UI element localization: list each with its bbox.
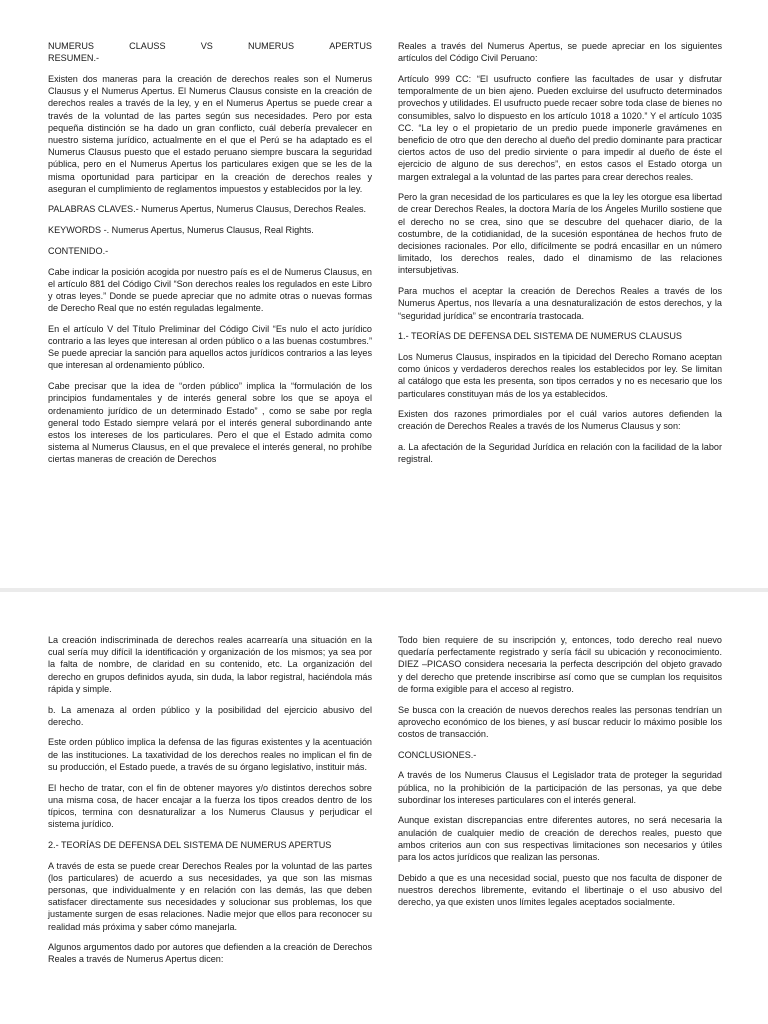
title-word: APERTUS: [329, 41, 372, 51]
title-word: VS: [200, 41, 213, 51]
abstract-paragraph: Existen dos maneras para la creación de derechos reales son el Numerus Clausus y el Numerus Apertus. El Numerus Clausus consiste en la creación de derechos reales a través de la ley, y en el Numerus Apertus se puede crear a través de la voluntad de las partes según sus necesidades. Pero por esta pequeña distinción se ha dado un gran conflicto, cuál debería prevalecer en nuestro sistema jurídico, actualmente en el que el Perú se ha adaptado es el Numerus Clausus puesto que el estado peruano siempre buscara la seguridad pública, pero en el Numerus Apertus los particulares exigen que se les de la misma oportunidad para participar en la creación de derechos reales y aseguran el cumplimiento de reglamentos impuestos y establecidos por la ley.: [48, 73, 372, 194]
page-1-left-column: [48, 40, 372, 474]
body-paragraph: Cabe indicar la posición acogida por nuestro país es el de Numerus Clausus, en el artículo 881 del Código Civil “Son derechos reales los regulados en este Libro y otras leyes.” Donde se puede apreciar que no admite otras o nuevas formas de Derecho Real que no estén reguladas legalmente.: [48, 266, 372, 314]
title-word: NUMERUS: [48, 41, 94, 51]
body-paragraph: Algunos argumentos dado por autores que defienden a la creación de Derechos Reales a través de Numerus Apertus dicen:: [48, 942, 372, 965]
body-paragraph: Existen dos razones primordiales por el cuál varios autores defienden la creación de Derechos Reales a través de los Numerus Clausus y son:: [398, 409, 722, 432]
document-page-2: [0, 592, 768, 1024]
body-paragraph: Reales a través del Numerus Apertus, se puede apreciar en los siguientes artículos del Código Civil Peruano:: [398, 41, 722, 64]
keywords-es: PALABRAS CLAVES.- Numerus Apertus, Numerus Clausus, Derechos Reales.: [48, 204, 367, 215]
body-paragraph: Todo bien requiere de su inscripción y, entonces, todo derecho real nuevo quedaría perfectamente registrado y sería fácil su ubicación y reconocimiento. DIEZ –PICASO considera necesaria la perfecta descripción del objeto gravado y del derecho que pretende inscribirse así como que se cumplan los requisitos de forma exigible para el acceso al registro.: [398, 635, 722, 694]
title-word: CLAUSS: [129, 41, 166, 51]
body-paragraph: Para muchos el aceptar la creación de Derechos Reales a través de los Numerus Apertus, nos llevaría a una desnaturalización de estos derechos, y la “seguridad jurídica” se encontraría trastocada.: [398, 286, 722, 321]
content-heading: CONTENIDO.-: [48, 245, 109, 256]
page-2-left-column: [48, 634, 372, 974]
conclusions-heading: CONCLUSIONES.-: [398, 749, 477, 760]
body-paragraph: La creación indiscriminada de derechos reales acarrearía una situación en la cual sería muy difícil la identificación y organización de los mismos; ya sea por la falta de nombre, de claridad en su contenido, etc. La organización del derecho en grupos definidos ayuda, sin duda, la labor registral, haciéndola más rápida y simple.: [48, 635, 372, 694]
body-paragraph: En el artículo V del Título Preliminar del Código Civil “Es nulo el acto jurídico contrario a las leyes que interesan al orden público o a las buenas costumbres.” Se puede apreciar la sanción para aquellos actos jurídicos contrarios a las leyes que interesan al ordenamiento público.: [48, 323, 372, 371]
document-title: [48, 40, 372, 52]
page-2-right-column: [398, 634, 722, 917]
keywords-en: KEYWORDS -. Numerus Apertus, Numerus Clausus, Real Rights.: [48, 225, 314, 236]
title-word: NUMERUS: [248, 41, 295, 51]
body-paragraph: Los Numerus Clausus, inspirados en la tipicidad del Derecho Romano aceptan como únicos y verdaderos derechos reales los establecidos por ley. Se limitan al catálogo que esta les presenta, son tipos cerrados y no es necesario que los particulares constituyan más de los ya establecidos.: [398, 351, 722, 399]
body-paragraph: Aunque existan discrepancias entre diferentes autores, no será necesaria la anulación de cualquier medio de creación de derechos reales, puesto que ambos criterios aun con sus respectivas limitaciones son necesarios y útiles para los actos jurídicos que realizan las personas.: [398, 815, 722, 863]
body-paragraph: Artículo 999 CC: “El usufructo confiere las facultades de usar y disfrutar temporalmente de un bien ajeno. Pueden excluirse del usufructo determinados provechos y utilidades. El usufructo puede recaer sobre toda clase de bienes no consumibles, salvo lo dispuesto en los artículo 1018 a 1020.” Y el artículo 1035 CC. “La ley o el propietario de un predio puede imponerle gravámenes en beneficio de otro que den derecho al dueño del predio dominante para practicar ciertos actos de uso del predio sirviente o para impedir al dueño de éste el ejercicio de alguno de sus derechos”, en estos casos el Estado otorga un margen extralegal a la voluntad de las partes para crear derechos reales.: [398, 73, 722, 182]
body-paragraph: Este orden público implica la defensa de las figuras existentes y la acentuación de las instituciones. La taxatividad de los derechos reales no implican el fin de su producción, el Estado puede, a través de su órgano legislativo, instituir más.: [48, 737, 372, 772]
body-paragraph: El hecho de tratar, con el fin de obtener mayores y/o distintos derechos sobre una misma cosa, de hacer encajar a la fuerza los tipos creados dentro de los típicos, termina con desnaturalizar a los Numerus Clausus y perjudicar el sistema jurídico.: [48, 782, 372, 830]
body-paragraph: b. La amenaza al orden público y la posibilidad del ejercicio abusivo del derecho.: [48, 704, 372, 727]
section-heading: 1.- TEORÍAS DE DEFENSA DEL SISTEMA DE NUMERUS CLAUSUS: [398, 331, 682, 342]
body-paragraph: Pero la gran necesidad de los particulares es que la ley les otorgue esa libertad de crear Derechos Reales, la doctora María de los Ángeles Murillo sostiene que el derecho no se crea, sino que se descubre del quehacer diario, de la costumbre, de la cotidianidad, de la sucesión espontánea de hechos fruto de decisiones racionales. Por ello, difícilmente se podrá encasillar en un número limitado, los derechos reales, dado el dinamismo de las relaciones intersubjetivas.: [398, 192, 722, 276]
body-paragraph: Cabe precisar que la idea de “orden público” implica la “formulación de los principios fundamentales y de interés general sobre los que se apoya el ordenamiento jurídico de un determinado Estado” , como se sabe por regla general todo Estado siempre velará por el interés general subordinando ante estos los intereses de los particulares. Pero el que el Estado admita como sistema al Numerus Clausus, en el que prevalece el interés general, no prohíbe ciertas maneras de creación de Derechos: [48, 381, 372, 465]
page-1-right-column: [398, 40, 722, 474]
body-paragraph: A través de esta se puede crear Derechos Reales por la voluntad de las partes (los particulares) de acuerdo a sus necesidades, ya que son las mismas personas, que individualmente y en relación con las demás, las que deben satisfacer directamente sus necesidades y solucionar sus problemas, los que justamente surgen de esas relaciones. Nadie mejor que ellos para reconocer su realidad más próxima y saber cómo manejarla.: [48, 860, 372, 932]
summary-heading: RESUMEN.-: [48, 53, 100, 64]
section-heading: 2.- TEORÍAS DE DEFENSA DEL SISTEMA DE NUMERUS APERTUS: [48, 839, 332, 850]
body-paragraph: a. La afectación de la Seguridad Jurídica en relación con la facilidad de la labor registral.: [398, 442, 722, 465]
body-paragraph: Se busca con la creación de nuevos derechos reales las personas tendrían un aprovecho económico de los bienes, y así buscar reducir lo máximo posible los costos de transacción.: [398, 704, 722, 739]
body-paragraph: Debido a que es una necesidad social, puesto que nos faculta de disponer de nuestros derechos libremente, evitando el libertinaje o el uso abusivo del derecho, ya que existen unos límites legales aceptados socialmente.: [398, 872, 722, 908]
body-paragraph: A través de los Numerus Clausus el Legislador trata de proteger la seguridad pública, no la prohibición de la participación de las personas, ya que debe subordinar los intereses particulares con el interés general.: [398, 770, 722, 805]
